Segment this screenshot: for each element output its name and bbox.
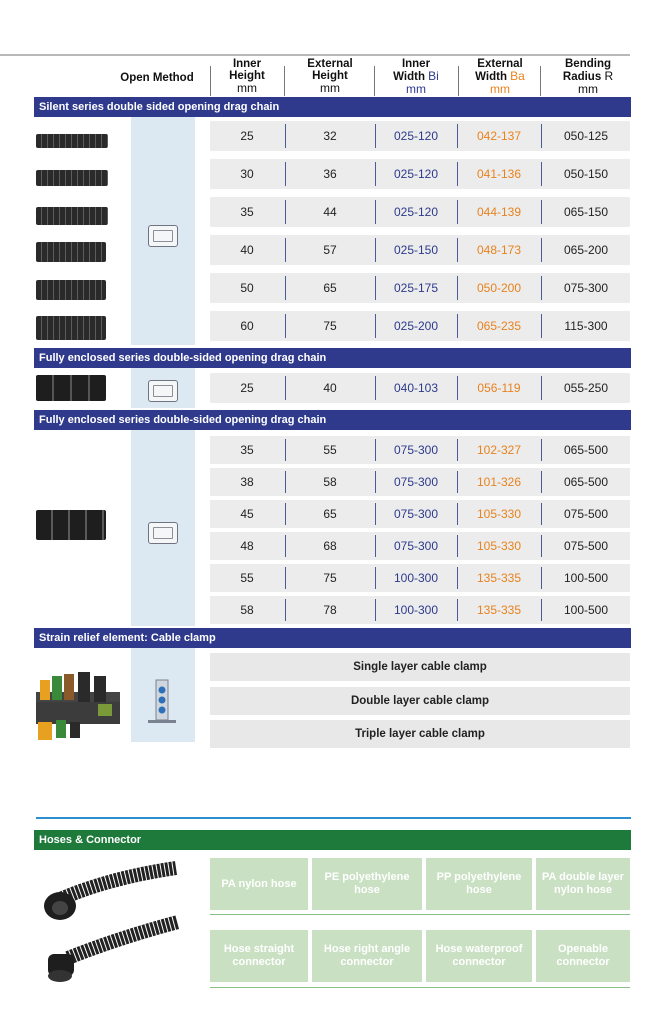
table-row: [210, 500, 630, 528]
drag-chain-image: [36, 242, 106, 262]
table-cell: 58: [240, 603, 254, 617]
table-row: [210, 159, 630, 189]
table-cell: 025-120: [393, 167, 439, 181]
table-cell: 100-500: [563, 571, 609, 585]
table-row: [210, 468, 630, 496]
section-title-hoses: Hoses & Connector: [34, 830, 631, 850]
top-divider: [0, 54, 630, 56]
table-cell: 105-330: [476, 507, 522, 521]
table-cell: 45: [240, 507, 254, 521]
drag-chain-image: [36, 280, 106, 300]
clamp-row: Triple layer cable clamp: [210, 720, 630, 748]
header-external-height: External Height mm: [307, 58, 353, 95]
table-cell: 050-200: [476, 281, 522, 295]
table-cell: 48: [240, 539, 254, 553]
open-method-icon: [148, 522, 178, 544]
table-cell: 35: [240, 443, 254, 457]
header-inner-width: Inner Width Bi mm: [393, 58, 439, 96]
table-cell: 32: [323, 129, 337, 143]
table-cell: 050-125: [563, 129, 609, 143]
table-cell: 50: [240, 281, 254, 295]
table-cell: 75: [323, 571, 337, 585]
table-cell: 40: [323, 381, 337, 395]
table-cell: 065-500: [563, 475, 609, 489]
header-divider: [284, 66, 285, 96]
header-divider: [540, 66, 541, 96]
table-cell: 075-300: [393, 539, 439, 553]
table-cell: 025-120: [393, 205, 439, 219]
table-cell: 38: [240, 475, 254, 489]
hose-product-image: [38, 858, 188, 990]
drag-chain-image: [36, 134, 108, 148]
table-cell: 65: [323, 281, 337, 295]
hose-type-cell: PA double layer nylon hose: [536, 858, 630, 910]
drag-chain-image: [36, 375, 106, 401]
header-divider: [458, 66, 459, 96]
table-cell: 065-150: [563, 205, 609, 219]
section-title-strain-relief: Strain relief element: Cable clamp: [34, 628, 631, 648]
hose-type-cell: PE polyethylene hose: [312, 858, 422, 910]
table-cell: 68: [323, 539, 337, 553]
table-cell: 040-103: [393, 381, 439, 395]
open-method-icon: [148, 225, 178, 247]
header-external-width: External Width Ba mm: [475, 58, 525, 96]
table-row: [210, 273, 630, 303]
table-cell: 065-200: [563, 243, 609, 257]
table-cell: 55: [323, 443, 337, 457]
table-row: [210, 121, 630, 151]
table-cell: 30: [240, 167, 254, 181]
table-cell: 025-150: [393, 243, 439, 257]
table-cell: 065-235: [476, 319, 522, 333]
table-cell: 041-136: [476, 167, 522, 181]
table-cell: 135-335: [476, 571, 522, 585]
table-row: [210, 311, 630, 341]
cable-clamp-icon: [148, 678, 176, 728]
table-cell: 40: [240, 243, 254, 257]
hose-type-cell: PA nylon hose: [210, 858, 308, 910]
table-row: [210, 564, 630, 592]
table-cell: 055-250: [563, 381, 609, 395]
hose-table-line: [210, 987, 630, 988]
table-cell: 100-500: [563, 603, 609, 617]
clamp-row: Single layer cable clamp: [210, 653, 630, 681]
header-open-method: Open Method: [120, 72, 194, 84]
drag-chain-image: [36, 170, 108, 186]
table-cell: 075-300: [393, 443, 439, 457]
table-cell: 35: [240, 205, 254, 219]
table-cell: 75: [323, 319, 337, 333]
header-inner-height: Inner Height mm: [229, 58, 265, 95]
table-cell: 25: [240, 129, 254, 143]
table-cell: 65: [323, 507, 337, 521]
table-cell: 60: [240, 319, 254, 333]
section-title-enclosed-2: Fully enclosed series double-sided opening drag chain: [34, 410, 631, 430]
table-cell: 135-335: [476, 603, 522, 617]
drag-chain-image: [36, 316, 106, 340]
table-cell: 44: [323, 205, 337, 219]
header-divider: [210, 66, 211, 96]
drag-chain-image: [36, 510, 106, 540]
table-cell: 115-300: [564, 319, 608, 333]
table-cell: 044-139: [476, 205, 522, 219]
connector-type-cell: Hose right angle connector: [312, 930, 422, 982]
table-row: [210, 436, 630, 464]
connector-type-cell: Openable connector: [536, 930, 630, 982]
table-cell: 048-173: [476, 243, 522, 257]
table-cell: 100-300: [393, 603, 439, 617]
table-cell: 042-137: [476, 129, 522, 143]
table-row: [210, 596, 630, 624]
table-cell: 025-120: [393, 129, 439, 143]
table-cell: 101-326: [476, 475, 522, 489]
table-cell: 57: [323, 243, 337, 257]
table-row: [210, 197, 630, 227]
table-row: [210, 532, 630, 560]
connector-type-cell: Hose straight connector: [210, 930, 308, 982]
table-cell: 55: [240, 571, 254, 585]
drag-chain-image: [36, 207, 108, 225]
hose-table-line: [210, 914, 630, 915]
table-cell: 075-300: [563, 281, 609, 295]
header-divider: [374, 66, 375, 96]
table-cell: 025-175: [393, 281, 439, 295]
connector-type-cell: Hose waterproof connector: [426, 930, 532, 982]
table-cell: 78: [323, 603, 337, 617]
header-bending-radius: Bending Radius R mm: [562, 58, 614, 96]
table-cell: 58: [323, 475, 337, 489]
table-cell: 075-300: [393, 475, 439, 489]
table-cell: 100-300: [393, 571, 439, 585]
table-cell: 25: [240, 381, 254, 395]
table-row: [210, 235, 630, 265]
table-cell: 065-500: [563, 443, 609, 457]
table-cell: 105-330: [476, 539, 522, 553]
table-row: [210, 373, 630, 403]
table-cell: 075-500: [563, 539, 609, 553]
divider-line: [36, 817, 631, 819]
hose-type-cell: PP polyethylene hose: [426, 858, 532, 910]
table-cell: 056-119: [477, 381, 521, 395]
open-method-icon: [148, 380, 178, 402]
section-title-enclosed-1: Fully enclosed series double-sided opening drag chain: [34, 348, 631, 368]
table-cell: 075-300: [393, 507, 439, 521]
cable-clamp-product-image: [36, 662, 120, 744]
table-cell: 36: [323, 167, 337, 181]
table-cell: 025-200: [393, 319, 439, 333]
table-cell: 102-327: [476, 443, 522, 457]
table-cell: 050-150: [563, 167, 609, 181]
section-title-silent: Silent series double sided opening drag chain: [34, 97, 631, 117]
table-cell: 075-500: [563, 507, 609, 521]
clamp-row: Double layer cable clamp: [210, 687, 630, 715]
